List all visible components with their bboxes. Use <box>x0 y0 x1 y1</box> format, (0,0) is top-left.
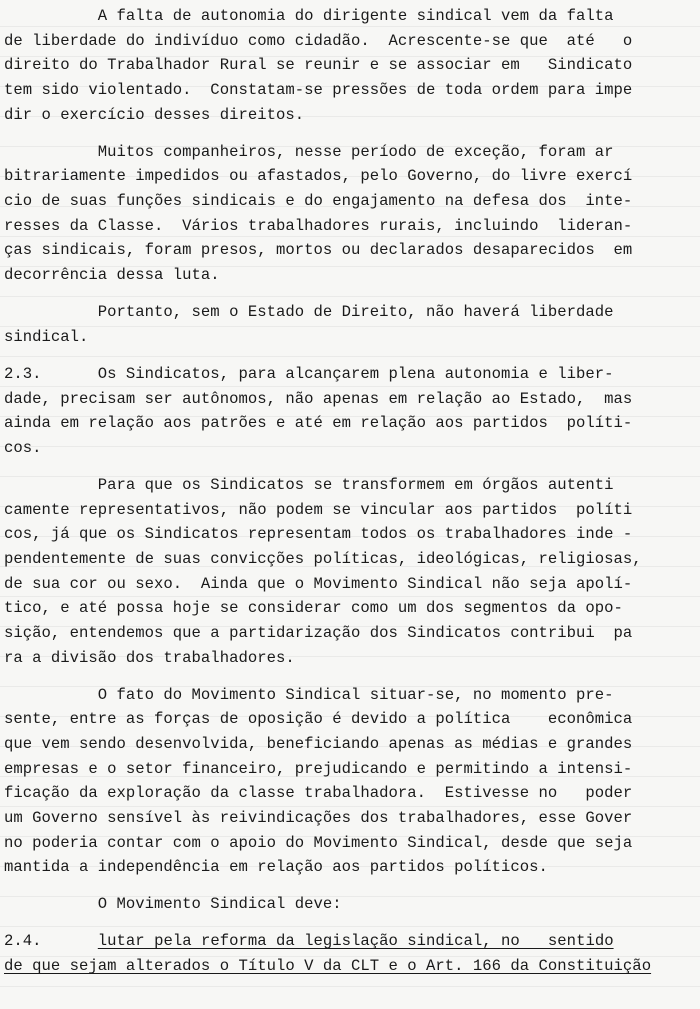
text-line: O fato do Movimento Sindical situar-se, no momento pre- <box>4 685 614 704</box>
text-line: A falta de autonomia do dirigente sindical vem da falta <box>4 7 614 25</box>
text-line: Portanto, sem o Estado de Direito, não haverá liberdade <box>4 303 614 322</box>
section-2-4 <box>4 929 694 978</box>
section-2-3 <box>4 362 694 461</box>
text-line: tem sido violentado. Constatam-se pressões de toda ordem para impe <box>4 81 633 100</box>
text-line: sindical. <box>4 327 89 346</box>
text-line: tico, e até possa hoje se considerar como um dos segmentos da opo- <box>4 599 623 618</box>
paragraph-deve <box>4 892 694 917</box>
paragraph-oposicao <box>4 683 694 881</box>
typed-page <box>4 4 694 979</box>
text-line: dade, precisam ser autônomos, não apenas em relação ao Estado, mas <box>4 389 633 408</box>
text-line: dir o exercício desses direitos. <box>4 105 305 124</box>
paragraph-estado-de-direito <box>4 300 694 349</box>
text-line: pendentemente de suas convicções políticas, ideológicas, religiosas, <box>4 549 642 568</box>
text-line: cio de suas funções sindicais e do engajamento na defesa dos inte- <box>4 192 633 211</box>
text-line: ficação da exploração da classe trabalhadora. Estivesse no poder <box>4 784 633 803</box>
text-line: resses da Classe. Vários trabalhadores rurais, incluindo lideran- <box>4 216 633 235</box>
paragraph-partidos <box>4 473 694 671</box>
text-line: Para que os Sindicatos se transformem em órgãos autenti <box>4 475 614 494</box>
text-line: decorrência dessa luta. <box>4 266 220 285</box>
text-line: direito do Trabalhador Rural se reunir e se associar em Sindicato <box>4 56 633 75</box>
paragraph-autonomia <box>4 4 694 127</box>
underlined-text: de que sejam alterados o Título V da CLT e o Art. 166 da Constituição <box>4 957 652 976</box>
text-line: um Governo sensível às reivindicações dos trabalhadores, esse Gover <box>4 809 633 828</box>
text-line: sição, entendemos que a partidarização dos Sindicatos contribui pa <box>4 624 633 642</box>
text-line: no poderia contar com o apoio do Movimento Sindical, desde que seja <box>4 833 633 852</box>
text-line: de sua cor ou sexo. Ainda que o Movimento Sindical não seja apolí- <box>4 574 633 593</box>
paragraph-companheiros <box>4 140 694 288</box>
section-number: 2.4. <box>4 932 42 951</box>
underlined-text: lutar pela reforma da legislação sindical, no sentido <box>97 932 614 951</box>
text-line: 2.3. Os Sindicatos, para alcançarem plena autonomia e liber- <box>4 364 614 383</box>
text-line: Muitos companheiros, nesse período de exceção, foram ar <box>4 142 614 161</box>
text-line: que vem sendo desenvolvida, beneficiando apenas as médias e grandes <box>4 735 633 754</box>
text-line: de liberdade do indivíduo como cidadão. Acrescente-se que até o <box>4 31 633 50</box>
text-line: ças sindicais, foram presos, mortos ou declarados desaparecidos em <box>4 241 633 260</box>
text-line: cos. <box>4 438 42 457</box>
text-line: ainda em relação aos patrões e até em relação aos partidos políti- <box>4 414 633 433</box>
text-line: cos, já que os Sindicatos representam todos os trabalhadores inde - <box>4 525 633 544</box>
text-line: camente representativos, não podem se vincular aos partidos políti <box>4 500 633 519</box>
text-line: O Movimento Sindical deve: <box>4 895 342 914</box>
text-line <box>4 929 694 954</box>
text-line: bitrariamente impedidos ou afastados, pelo Governo, do livre exercí <box>4 167 633 186</box>
text-line: ra a divisão dos trabalhadores. <box>4 648 295 667</box>
text-line: sente, entre as forças de oposição é devido a política econômica <box>4 710 633 729</box>
text-line: mantida a independência em relação aos partidos políticos. <box>4 858 548 877</box>
text-line: empresas e o setor financeiro, prejudicando e permitindo a intensi- <box>4 759 633 778</box>
